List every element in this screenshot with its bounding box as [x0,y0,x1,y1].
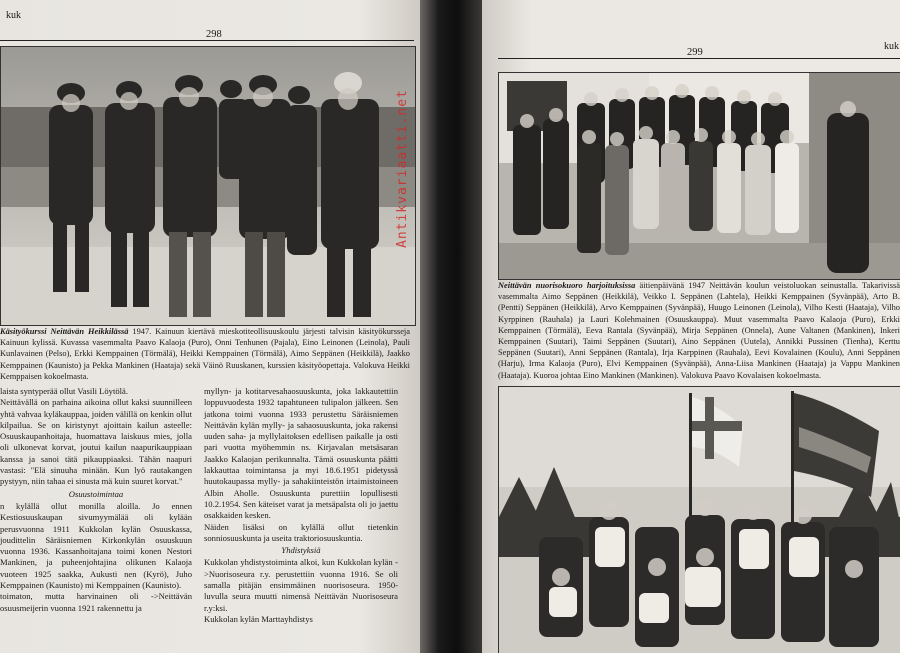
paragraph: n kylällä ollut monilla aloilla. Jo ennen Kestiosuuskaupan sivumyymälää oli kylään perusvuonna 1911 Kukkolan kylän Osuuskassa, joudittelin Säräisniemen Kirkonkylän osuuskuun vuonna 1936. Kassanhoitajana toimi konen Nestori Mankinen, ja puheenjohtajina olikunen Kalaoja vuoteen 1925 saakka, Aukusti nen (Kyrö), Juho Kemppainen (Kaunisto) mi Kemppainen (Kaunisto). [0,500,192,591]
photo-handicraft-course [0,46,416,326]
section-heading: Osuustoimintaa [68,488,124,499]
caption-text: äitienpäivänä 1947 Neittävän koulun veistoluokan seinustalla. Takarivissä vasemmalta Aimo Seppänen (Heikkilä), Veikko I. Seppänen (Lahtela), Heikki Kemppainen (Syvänpää), Arto B. (Pentti) Seppänen (Heikkilä), Arvo Kemppainen (Syvänpää), Huugo Leinonen (Leinola), Vilho Kesti (Haataja), Vilho Kyrppinen (Rauhala) ja Lauri Kolehmainen (Osuuskauppa). Muut vasemmalta Paavo Kalaoja (Puro), Erkki Kemppainen (Törmälä), Eeva Rantala (Syvänpää), Mirja Seppänen (Onnela), Aune Valtanen (Mankinen), Inkeri Kemppainen (Suutari), Taimi Seppänen (Suutari), Aino Seppänen (Uutela), Annikki Pussinen (Tienha), Kerttu Seppänen (Suutari), Anni Seppänen (Rantala), Irja Karppinen (Rauhala), Eevi Kovalainen (Koulu), Anni Seppänen (Harju), Irma Kalaoja (Puro), Elvi Kemppainen (Syvänpää), Anna-Liisa Mankinen (Haataja) ja Vappu Mankinen (Haataja). Kuoroa johtaa Eino Mankinen (Mankinen). Valokuva Paavo Kovalaisen kokoelmasta. [498,281,900,380]
left-page [0,0,420,653]
photo-caption [498,280,900,381]
caption-lead: Neittävän nuorisokuoro harjoituksissa [498,281,636,290]
caption-text: 1947. Kainuun kiertävä mieskotiteollisuuskoulu järjesti talvisin käsityökursseja Kainuun kylissä. Kuvassa vasemmalta Paavo Kalaoja (Puro), Onni Tenhunen (Pajala), Eino Leinonen (Leinola), Pauli Kunlavainen (Pelso), Erkki Kemppainen (Törmälä), Heikki Kemppainen (Törmälä), Aimo Seppänen (Heikkilä), Jaakko Kemppainen (Kaunisto) ja Pekka Mankinen (Haataja) sekä Väinö Ruuskanen, kurssien käsityöopettaja. Valokuva Heikki Kemppaisen kokoelmasta. [0,327,410,381]
paragraph: Kukkolan kylän Marttayhdistys [204,613,313,624]
paragraph: laista syntyperää ollut Vasili Löytölä. [0,386,129,396]
paragraph: myllyn- ja kotitarvesahaosuuskunta, joka lakkautettiin loppuvuodesta 1932 tapahtuneen tulipalon jälkeen. Sen jatkona toimi vuonna 1933 perustettu Säräisniemen Neittävän kylän mylly- ja sahaosuuskunta, joka rakensi uuden saha- ja myllylaitoksen edellisen paikalle ja osti pari vuotta myöhemmin ns. Kirjavalan metsäsaran Jaakko Kalaojan perikunnalta. Tämä osuuskunta päätti lakkauttaa toimintansa ja myi 18.6.1951 pidetyssä huutokaupassa mylly- ja sahakiinteistön irtaimistoineen Albin Aholle. Osuuskunta purettiin lopullisesti 10.2.1954. Sen käteiset varat ja metsäpalsta oli jo jaettu osakkaiden kesken. [204,386,398,521]
caption-lead: Käsityökurssi Neittävän Heikkilässä [0,327,129,336]
section-heading: Yhdistyksiä [281,545,321,556]
paragraph: toimaton, mutta harvinainen oli ->Neittävän osuusmeijerin vuonna 1921 rakennettu ja [0,591,192,613]
running-head: kuk [884,41,899,52]
paragraph: Kukkolan yhdistystoiminta alkoi, kun Kukkolan kylän ->Nuorisoseura r.y. perustettiin vuonna 1916. Se oli samalla pitäjän ensimmäinen nuorisoseura. 1950-luvulla seura muutti nimensä Neittävän Nuorisoseura r.y:ksi. [204,557,398,613]
paragraph: Neittävällä on parhaina aikoina ollut kaksi suunnilleen yhtä vahvaa kyläkauppaa, joiden välillä on kenkin ollut kilpailua. Se on kiristynyt ajoittain kailun asteelle: Osuuskaupanhoitaja, huomattava laiskuus mies, jolla oli ulkonevat korvat, joutui kailun naapurikauppiaan kanssa ja sanoi tätä pikauppiaaksi. Tähän naapuri vastasi: "Elä sinuuha minään. Kun lyö rautakangen pystyyn, niin tahaa ei sinusta mä kuin suuret korvat." [0,397,192,487]
page-number: 299 [687,47,703,58]
book-gutter [420,0,482,653]
photo-group-with-flags [498,386,900,653]
watermark-text: Antikvariaatti.net [395,89,410,248]
right-page [482,0,900,653]
running-head: kuk [6,10,21,21]
paragraph: Näiden lisäksi on kylällä ollut tietenkin sonniosuuskunta ja useita traktoriosuuskuntia. [204,521,398,543]
text-column-2 [204,386,398,625]
photo-caption [0,326,410,382]
photo-image [1,47,415,325]
header-rule [498,58,900,59]
page-number: 298 [206,29,222,40]
text-column-1 [0,386,192,614]
header-rule [0,40,414,41]
photo-youth-choir [498,72,900,280]
photo-image [499,73,900,279]
photo-image [499,387,900,653]
